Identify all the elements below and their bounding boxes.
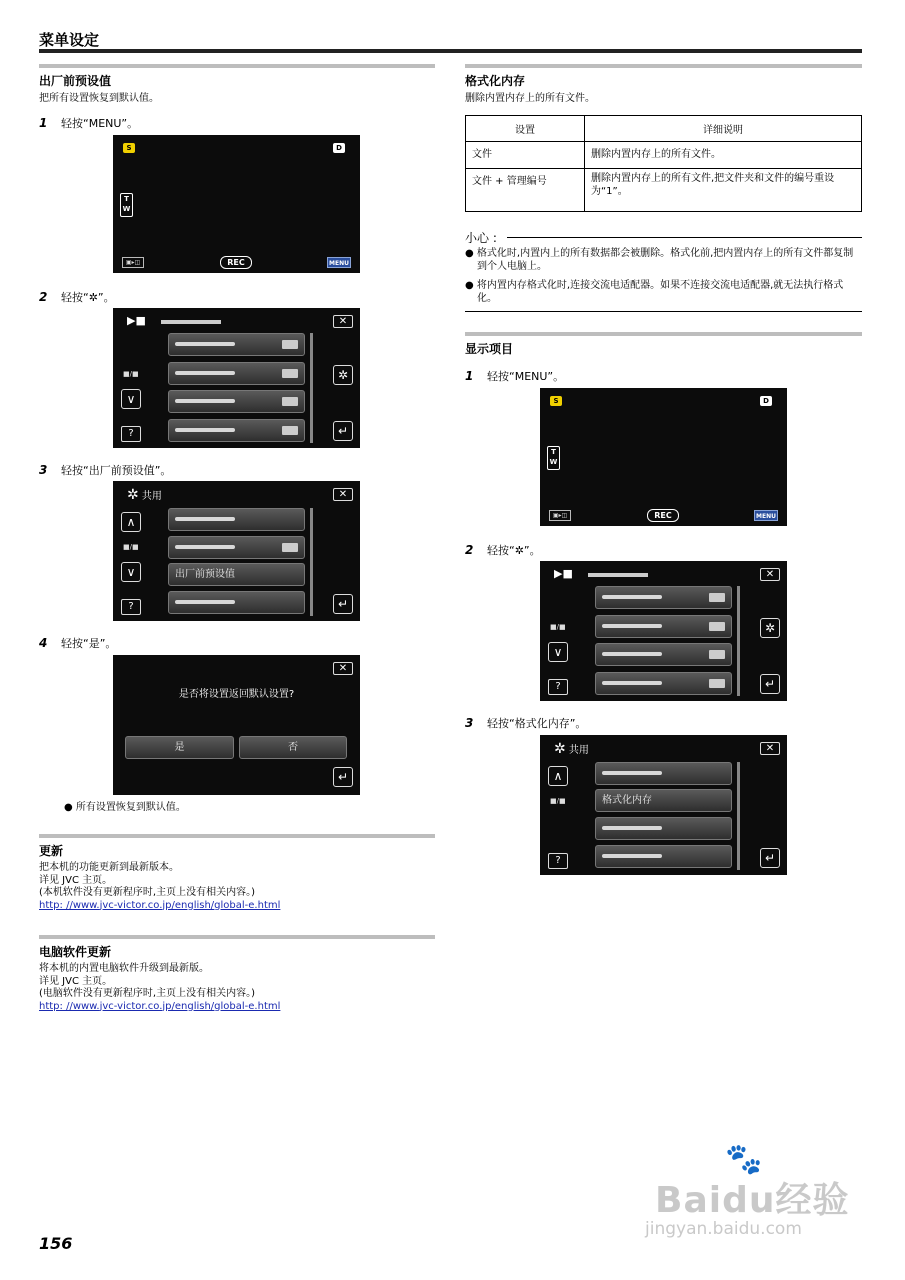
yes-button[interactable]: 是 — [125, 736, 234, 759]
zoom-tw-button[interactable]: T W — [120, 193, 133, 217]
menu-header-blur — [588, 573, 648, 577]
scrollbar[interactable] — [310, 333, 313, 443]
gear-icon[interactable]: ✲ — [760, 618, 780, 638]
section-rule — [39, 935, 435, 939]
section-rule — [39, 834, 435, 838]
watermark-url: jingyan.baidu.com — [645, 1219, 802, 1239]
chevron-down-icon[interactable]: ∨ — [548, 642, 568, 662]
caution-title: 小心 : — [465, 231, 497, 245]
back-icon[interactable]: ↵ — [333, 421, 353, 441]
section-title-factory: 出厂前预设值 — [39, 74, 112, 88]
watermark-brand: Baidu经验 — [655, 1180, 850, 1221]
camera-screen — [113, 135, 360, 273]
menu-button[interactable]: MENU — [754, 510, 778, 521]
menu-item-format-memory[interactable]: 格式化内存 — [595, 789, 732, 812]
settings-table — [465, 115, 862, 212]
chevron-down-icon[interactable]: ∨ — [121, 562, 141, 582]
update-link[interactable]: http: //www.jvc-victor.co.jp/english/global-e.html — [39, 899, 281, 911]
page-fraction: ■/■ — [550, 623, 566, 631]
section-title-update: 更新 — [39, 844, 64, 858]
table-header: 详细说明 — [585, 116, 862, 142]
menu-item-factory-preset[interactable]: 出厂前预设值 — [168, 563, 305, 586]
d-icon: D — [333, 143, 345, 153]
update-desc: 把本机的功能更新到最新版本。 详见 JVC 主页。 (本机软件没有更新程序时,主页上没有相关内容。) http: //www.jvc-victor.co.jp/english/global-e.html — [39, 862, 281, 911]
section-rule — [465, 332, 862, 336]
close-icon[interactable]: ✕ — [333, 488, 353, 501]
menu-item[interactable] — [168, 390, 305, 413]
section-title-format: 格式化内存 — [465, 74, 526, 88]
d-icon: D — [760, 396, 772, 406]
menu-item[interactable] — [168, 508, 305, 531]
table-row: 文件 + 管理编号 删除内置内存上的所有文件,把文件夹和文件的编号重设为“1”。 — [466, 169, 862, 212]
paw-logo-icon: 🐾 — [725, 1142, 763, 1177]
menu-screen — [540, 561, 787, 701]
gear-icon: ✲ — [88, 291, 98, 304]
page-title: 菜单设定 — [39, 31, 100, 49]
menu-item[interactable] — [595, 817, 732, 840]
pc-update-link[interactable]: http: //www.jvc-victor.co.jp/english/global-e.html — [39, 1000, 281, 1012]
mode-s-icon: S — [550, 396, 562, 406]
video-camera-icon: ▶■ — [554, 567, 573, 580]
menu-item[interactable] — [595, 762, 732, 785]
caution-rule-bottom — [465, 311, 862, 312]
gear-icon[interactable]: ✲ — [333, 365, 353, 385]
step-4: 4 轻按“是”。 — [39, 636, 117, 650]
result-note: ● 所有设置恢复到默认值。 — [64, 802, 186, 813]
close-icon[interactable]: ✕ — [333, 315, 353, 328]
menu-item[interactable] — [595, 586, 732, 609]
section-title-pc-update: 电脑软件更新 — [39, 945, 112, 959]
page-fraction: ■/■ — [550, 797, 566, 805]
section-rule — [39, 64, 435, 68]
pc-update-desc: 将本机的内置电脑软件升级到最新版。 详见 JVC 主页。 (电脑软件没有更新程序时,主页上没有相关内容。) http: //www.jvc-victor.co.jp/english/global-e.html — [39, 963, 281, 1012]
menu-item[interactable] — [168, 333, 305, 356]
scrollbar[interactable] — [737, 762, 740, 870]
menu-button[interactable]: MENU — [327, 257, 351, 268]
confirm-screen — [113, 655, 360, 795]
playback-icon[interactable]: ▣▸◫ — [549, 510, 571, 521]
step-1: 1 轻按“MENU”。 — [39, 116, 139, 130]
table-header: 设置 — [466, 116, 585, 142]
rec-button[interactable]: REC — [647, 509, 679, 522]
help-button[interactable]: ? — [121, 426, 141, 442]
close-icon[interactable]: ✕ — [760, 568, 780, 581]
scrollbar[interactable] — [737, 586, 740, 696]
menu-item[interactable] — [168, 419, 305, 442]
menu-item[interactable] — [595, 672, 732, 695]
chevron-down-icon[interactable]: ∨ — [121, 389, 141, 409]
help-button[interactable]: ? — [121, 599, 141, 615]
menu-header-common: 共用 — [568, 745, 589, 756]
menu-header-common: 共用 — [141, 491, 162, 502]
help-button[interactable]: ? — [548, 853, 568, 869]
common-menu-screen — [540, 735, 787, 875]
gear-icon: ✲ — [127, 487, 139, 503]
menu-item[interactable] — [595, 643, 732, 666]
back-icon[interactable]: ↵ — [760, 674, 780, 694]
menu-item[interactable] — [595, 615, 732, 638]
close-icon[interactable]: ✕ — [760, 742, 780, 755]
step-3: 3 轻按“出厂前预设值”。 — [39, 463, 172, 477]
step-2: 2 轻按“✲”。 — [465, 543, 541, 557]
step-3: 3 轻按“格式化内存”。 — [465, 716, 587, 730]
step-2: 2 轻按“✲”。 — [39, 290, 115, 304]
section-title-display: 显示项目 — [465, 342, 514, 356]
menu-item[interactable] — [168, 536, 305, 559]
playback-icon[interactable]: ▣▸◫ — [122, 257, 144, 268]
camera-screen — [540, 388, 787, 526]
close-icon[interactable]: ✕ — [333, 662, 353, 675]
confirm-question: 是否将设置返回默认设置? — [178, 689, 295, 700]
common-menu-screen — [113, 481, 360, 621]
back-icon[interactable]: ↵ — [333, 594, 353, 614]
caution-rule — [507, 237, 862, 238]
section-rule — [465, 64, 862, 68]
no-button[interactable]: 否 — [239, 736, 347, 759]
rec-button[interactable]: REC — [220, 256, 252, 269]
page-fraction: ■/■ — [123, 370, 139, 378]
menu-item[interactable] — [168, 362, 305, 385]
gear-icon: ✲ — [554, 741, 566, 757]
menu-header-blur — [161, 320, 221, 324]
table-row: 文件 删除内置内存上的所有文件。 — [466, 142, 862, 169]
zoom-tw-button[interactable]: T W — [547, 446, 560, 470]
gear-icon: ✲ — [514, 544, 524, 557]
back-icon[interactable]: ↵ — [333, 767, 353, 787]
chevron-up-icon[interactable]: ∧ — [548, 766, 568, 786]
format-desc: 删除内置内存上的所有文件。 — [465, 93, 595, 104]
chevron-up-icon[interactable]: ∧ — [121, 512, 141, 532]
page-number: 156 — [39, 1234, 73, 1253]
menu-screen — [113, 308, 360, 448]
header-rule — [39, 49, 862, 53]
menu-item[interactable] — [595, 845, 732, 868]
scrollbar[interactable] — [310, 508, 313, 616]
caution-item: ● 格式化时,内置内上的所有数据都会被删除。格式化前,把内置内存上的所有文件都复制到个人电脑上。 — [465, 248, 854, 272]
help-button[interactable]: ? — [548, 679, 568, 695]
caution-item: ● 将内置内存格式化时,连接交流电适配器。如果不连接交流电适配器,就无法执行格式化。 — [465, 280, 844, 304]
video-camera-icon: ▶■ — [127, 314, 146, 327]
page-fraction: ■/■ — [123, 543, 139, 551]
section-desc: 把所有设置恢复到默认值。 — [39, 93, 159, 104]
back-icon[interactable]: ↵ — [760, 848, 780, 868]
step-1: 1 轻按“MENU”。 — [465, 369, 565, 383]
menu-item[interactable] — [168, 591, 305, 614]
mode-s-icon: S — [123, 143, 135, 153]
